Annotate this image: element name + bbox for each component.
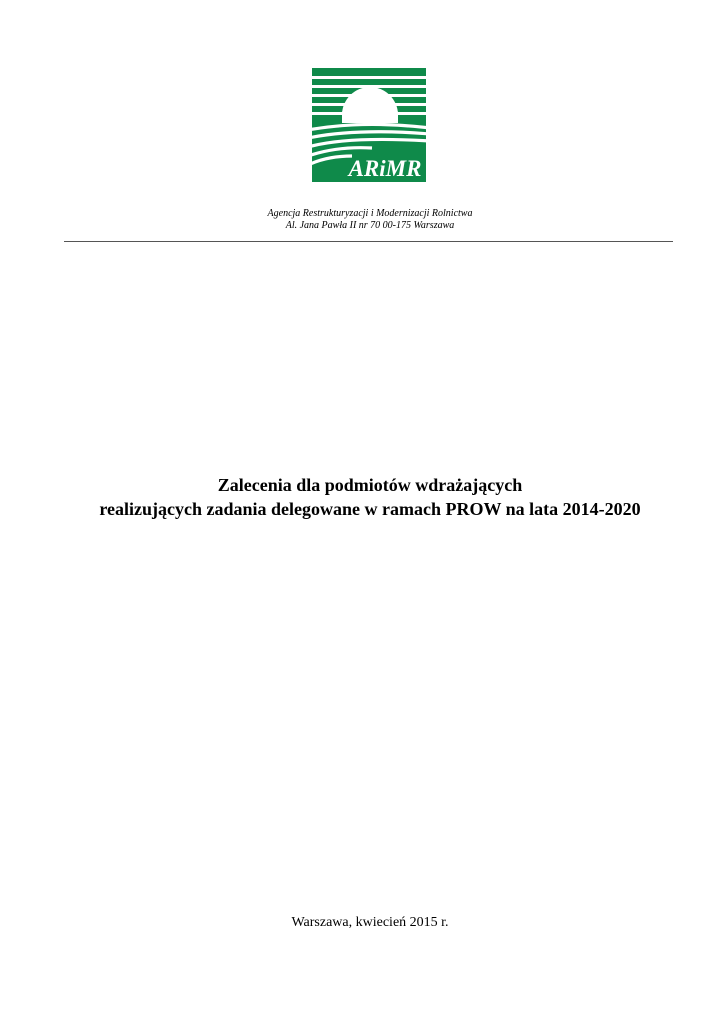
logo-text: ARiMR xyxy=(348,156,422,181)
agency-name: Agencja Restrukturyzacji i Modernizacji Rolnictwa xyxy=(267,208,473,219)
document-title xyxy=(40,473,700,521)
header-divider xyxy=(64,241,673,242)
agency-header xyxy=(0,208,725,232)
arimr-logo xyxy=(312,68,426,182)
title-line-1: Zalecenia dla podmiotów wdrażających xyxy=(217,475,523,495)
agency-address: Al. Jana Pawła II nr 70 00-175 Warszawa xyxy=(285,220,455,231)
arimr-logo-graphic xyxy=(312,68,426,182)
place-date: Warszawa, kwiecień 2015 r. xyxy=(291,915,449,930)
title-line-2: realizujących zadania delegowane w ramach PROW na lata 2014-2020 xyxy=(99,499,641,519)
